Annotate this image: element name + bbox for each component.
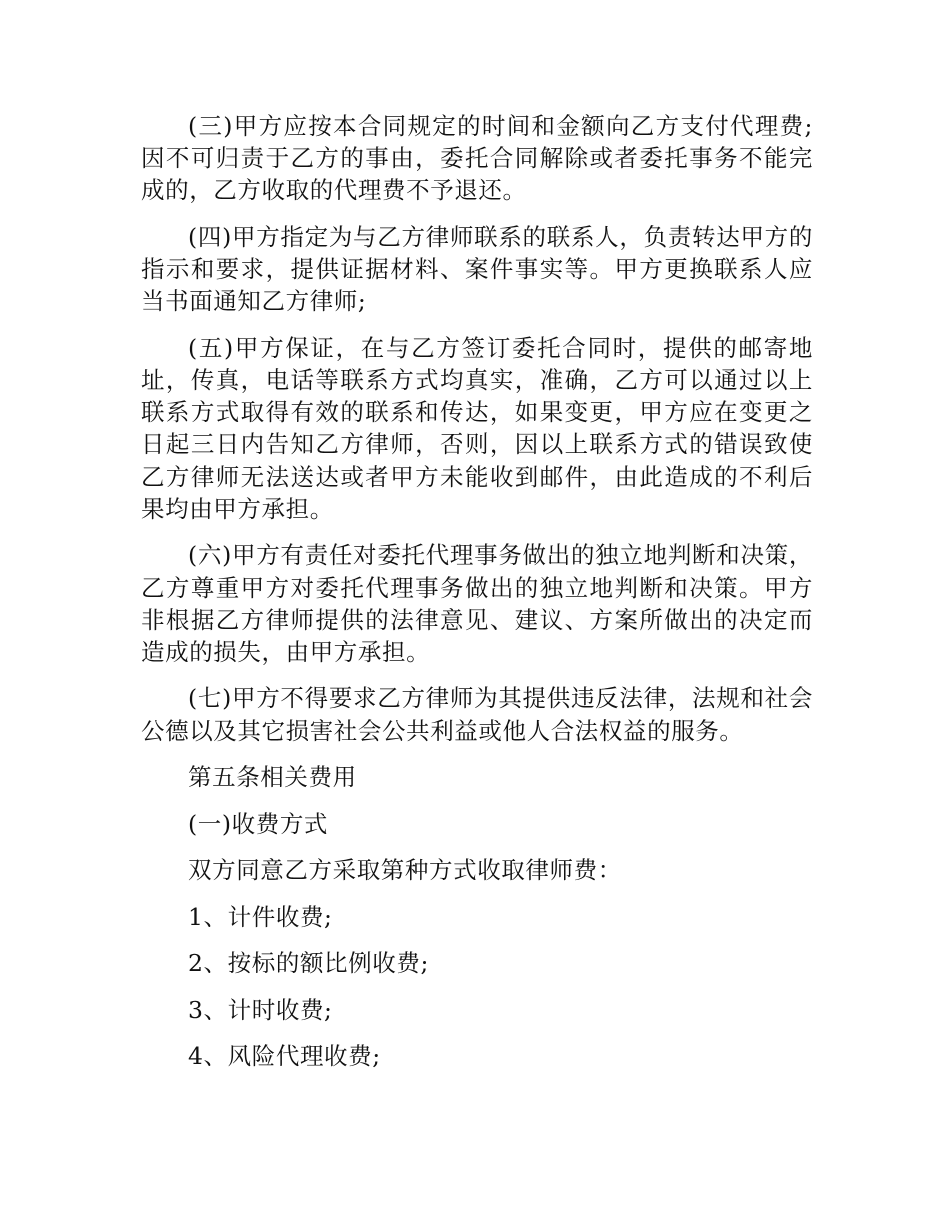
paragraph-fee-agreement: 双方同意乙方采取第种方式收取律师费： <box>188 856 622 885</box>
paragraph-payment-obligation: (三)甲方应按本合同规定的时间和金额向乙方支付代理费;因不可归责于乙方的事由，委托合同解除或者委托事务不能完成的，乙方收取的代理费不予退还。 <box>141 112 813 205</box>
paragraph-independent-decision: (六)甲方有责任对委托代理事务做出的独立地判断和决策，乙方尊重甲方对委托代理事务做出的独立地判断和决策。甲方非根据乙方律师提供的法律意见、建议、方案所做出的决定而造成的损失，由甲方承担。 <box>141 541 813 666</box>
list-item-fee-option-4: 4、风险代理收费; <box>188 1042 381 1071</box>
paragraph-contact-info-guarantee: (五)甲方保证，在与乙方签订委托合同时，提供的邮寄地址，传真，电话等联系方式均真实，准确，乙方可以通过以上联系方式取得有效的联系和传达，如果变更，甲方应在变更之日起三日内告知乙方律师，否则，因以上联系方式的错误致使乙方律师无法送达或者甲方未能收到邮件，由此造成的不利后果均由甲方承担。 <box>141 333 813 523</box>
list-item-fee-option-3: 3、计时收费; <box>188 995 333 1024</box>
paragraph-lawful-service: (七)甲方不得要求乙方律师为其提供违反法律，法规和社会公德以及其它损害社会公共利益或他人合法权益的服务。 <box>141 684 813 745</box>
list-item-fee-option-2: 2、按标的额比例收费; <box>188 949 429 978</box>
document-body <box>141 110 813 1087</box>
list-item-fee-option-1: 1、计件收费; <box>188 902 333 931</box>
subheading-fee-method: (一)收费方式 <box>188 809 329 838</box>
paragraph-contact-person: (四)甲方指定为与乙方律师联系的联系人，负责转达甲方的指示和要求，提供证据材料、案件事实等。甲方更换联系人应当书面通知乙方律师; <box>141 222 813 316</box>
section-heading-fees: 第五条相关费用 <box>188 763 357 792</box>
